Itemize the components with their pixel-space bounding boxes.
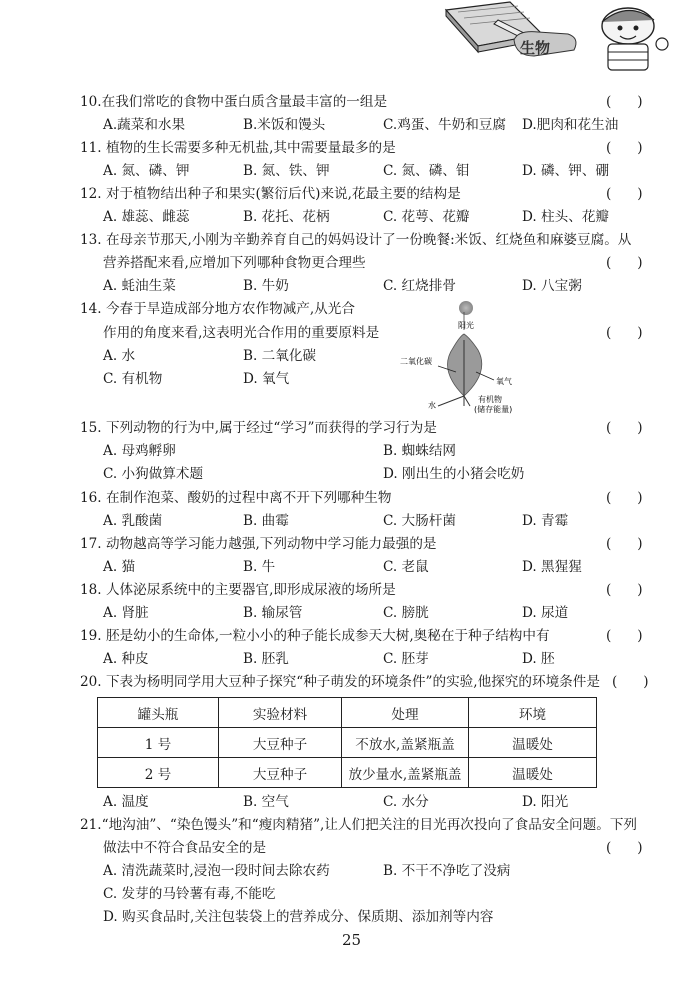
question-19-option-d: D. 胚 — [522, 651, 555, 667]
question-16-stem: 16. 在制作泡菜、酸奶的过程中离不开下列哪种生物 — [80, 490, 392, 506]
question-17-option-c: C. 老鼠 — [383, 559, 429, 575]
question-14-option-a: A. 水 — [103, 348, 136, 364]
table-cell: 2 号 — [98, 758, 219, 788]
question-13-stem: 13. 在母亲节那天,小刚为辛勤养育自己的妈妈设计了一份晚餐:米饭、红烧鱼和麻婆豆腐。从 — [80, 232, 632, 248]
question-21-option-b: B. 不干不净吃了没病 — [383, 863, 511, 879]
question-12-option-b: B. 花托、花柄 — [243, 209, 330, 225]
table-header-cell: 实验材料 — [219, 698, 342, 728]
question-18-stem: 18. 人体泌尿系统中的主要器官,即形成尿液的场所是 — [80, 582, 396, 598]
question-15-option-a: A. 母鸡孵卵 — [103, 443, 176, 459]
question-15-stem: 15. 下列动物的行为中,属于经过“学习”而获得的学习行为是 — [80, 420, 437, 436]
question-14-answer-bracket: ( ) — [606, 325, 643, 341]
question-11-option-d: D. 磷、钾、硼 — [522, 163, 610, 179]
question-17-option-d: D. 黑猩猩 — [522, 559, 582, 575]
question-13-stem-continued: 营养搭配来看,应增加下列哪种食物更合理些 — [103, 255, 366, 271]
table-header-cell: 环境 — [469, 698, 597, 728]
question-21-option-d: D. 购买食品时,关注包装袋上的营养成分、保质期、添加剂等内容 — [103, 909, 494, 925]
table-header-cell: 处理 — [342, 698, 469, 728]
diagram-label-water: 水 — [428, 401, 436, 410]
question-11-option-b: B. 氮、铁、钾 — [243, 163, 330, 179]
photosynthesis-diagram — [398, 300, 548, 418]
question-18-answer-bracket: ( ) — [606, 582, 643, 598]
question-10-answer-bracket: ( ) — [606, 94, 643, 110]
question-16-option-a: A. 乳酸菌 — [103, 513, 163, 529]
question-20-option-a: A. 温度 — [103, 794, 149, 810]
question-10-option-b: B.米饭和馒头 — [243, 117, 326, 133]
question-11-answer-bracket: ( ) — [606, 140, 643, 156]
question-12-option-a: A. 雄蕊、雌蕊 — [103, 209, 190, 225]
question-20-stem: 20. 下表为杨明同学用大豆种子探究“种子萌发的环境条件”的实验,他探究的环境条件是 — [80, 674, 600, 690]
question-15-option-d: D. 刚出生的小猪会吃奶 — [383, 466, 525, 482]
question-17-option-a: A. 猫 — [103, 559, 136, 575]
question-18-option-b: B. 输尿管 — [243, 605, 303, 621]
table-cell: 大豆种子 — [219, 728, 342, 758]
question-15-option-c: C. 小狗做算术题 — [103, 466, 204, 482]
question-21-answer-bracket: ( ) — [606, 840, 643, 856]
subject-label: 生物 — [520, 39, 551, 57]
question-18-option-c: C. 膀胱 — [383, 605, 429, 621]
question-19-option-a: A. 种皮 — [103, 651, 149, 667]
diagram-label-co2: 二氧化碳 — [400, 357, 432, 366]
question-10-option-d: D.肥肉和花生油 — [522, 117, 619, 133]
table-cell: 不放水,盖紧瓶盖 — [342, 728, 469, 758]
question-14-option-c: C. 有机物 — [103, 371, 163, 387]
question-13-option-c: C. 红烧排骨 — [383, 278, 456, 294]
question-11-stem: 11. 植物的生长需要多种无机盐,其中需要量最多的是 — [80, 140, 396, 156]
question-21-option-c: C. 发芽的马铃薯有毒,不能吃 — [103, 886, 276, 902]
question-20-option-c: C. 水分 — [383, 794, 429, 810]
question-12-option-c: C. 花萼、花瓣 — [383, 209, 470, 225]
table-header-row — [98, 698, 597, 728]
question-12-option-d: D. 柱头、花瓣 — [522, 209, 610, 225]
question-17-option-b: B. 牛 — [243, 559, 276, 575]
question-19-answer-bracket: ( ) — [606, 628, 643, 644]
table-row — [98, 758, 597, 788]
question-21-stem: 21.“地沟油”、“染色馒头”和“瘦肉精猪”,让人们把关注的目光再次投向了食品安全问题。下列 — [80, 817, 638, 833]
question-16-option-d: D. 青霉 — [522, 513, 569, 529]
sun-icon — [459, 301, 473, 315]
table-cell: 温暖处 — [469, 728, 597, 758]
header-book-cartoon-illustration — [438, 0, 700, 72]
question-18-option-d: D. 尿道 — [522, 605, 569, 621]
table-row — [98, 728, 597, 758]
diagram-label-organic-note: (储存能量) — [474, 405, 513, 414]
question-11-option-a: A. 氮、磷、钾 — [103, 163, 190, 179]
diagram-label-o2: 氧气 — [496, 377, 512, 386]
question-20-answer-bracket: ( ) — [612, 674, 649, 690]
question-16-answer-bracket: ( ) — [606, 490, 643, 506]
question-14-stem: 14. 今春于旱造成部分地方农作物减产,从光合 — [80, 301, 355, 317]
cartoon-kid-icon — [602, 8, 668, 70]
question-13-option-a: A. 蚝油生菜 — [103, 278, 176, 294]
question-11-option-c: C. 氮、磷、钼 — [383, 163, 470, 179]
table-cell: 1 号 — [98, 728, 219, 758]
question-12-answer-bracket: ( ) — [606, 186, 643, 202]
question-19-option-b: B. 胚乳 — [243, 651, 289, 667]
question-21-stem-continued: 做法中不符合食品安全的是 — [103, 840, 267, 856]
diagram-label-organic: 有机物 — [478, 395, 502, 404]
question-20-option-b: B. 空气 — [243, 794, 289, 810]
question-20-option-d: D. 阳光 — [522, 794, 569, 810]
question-19-stem: 19. 胚是幼小的生命体,一粒小小的种子能长成参天大树,奥秘在于种子结构中有 — [80, 628, 550, 644]
question-16-option-b: B. 曲霉 — [243, 513, 289, 529]
question-10-option-c: C.鸡蛋、牛奶和豆腐 — [383, 117, 506, 133]
question-17-answer-bracket: ( ) — [606, 536, 643, 552]
question-15-answer-bracket: ( ) — [606, 420, 643, 436]
question-16-option-c: C. 大肠杆菌 — [383, 513, 456, 529]
question-19-option-c: C. 胚芽 — [383, 651, 429, 667]
question-14-option-b: B. 二氧化碳 — [243, 348, 317, 364]
question-10-stem: 10.在我们常吃的食物中蛋白质含量最丰富的一组是 — [80, 94, 388, 110]
question-18-option-a: A. 肾脏 — [103, 605, 149, 621]
table-cell: 放少量水,盖紧瓶盖 — [342, 758, 469, 788]
page-number: 25 — [342, 931, 362, 949]
table-header-cell: 罐头瓶 — [98, 698, 219, 728]
question-21-option-a: A. 清洗蔬菜时,浸泡一段时间去除农药 — [103, 863, 330, 879]
table-cell: 温暖处 — [469, 758, 597, 788]
leaf-icon — [448, 334, 482, 396]
question-13-option-b: B. 牛奶 — [243, 278, 289, 294]
experiment-table — [97, 697, 597, 788]
question-15-option-b: B. 蜘蛛结网 — [383, 443, 457, 459]
question-10-option-a: A.蔬菜和水果 — [103, 117, 186, 133]
question-17-stem: 17. 动物越高等学习能力越强,下列动物中学习能力最强的是 — [80, 536, 437, 552]
diagram-label-sunlight: 阳光 — [458, 321, 474, 330]
question-14-option-d: D. 氧气 — [243, 371, 290, 387]
question-13-answer-bracket: ( ) — [606, 255, 643, 271]
question-14-stem-continued: 作用的角度来看,这表明光合作用的重要原料是 — [103, 325, 380, 341]
question-12-stem: 12. 对于植物结出种子和果实(繁衍后代)来说,花最主要的结构是 — [80, 186, 461, 202]
question-13-option-d: D. 八宝粥 — [522, 278, 582, 294]
table-cell: 大豆种子 — [219, 758, 342, 788]
